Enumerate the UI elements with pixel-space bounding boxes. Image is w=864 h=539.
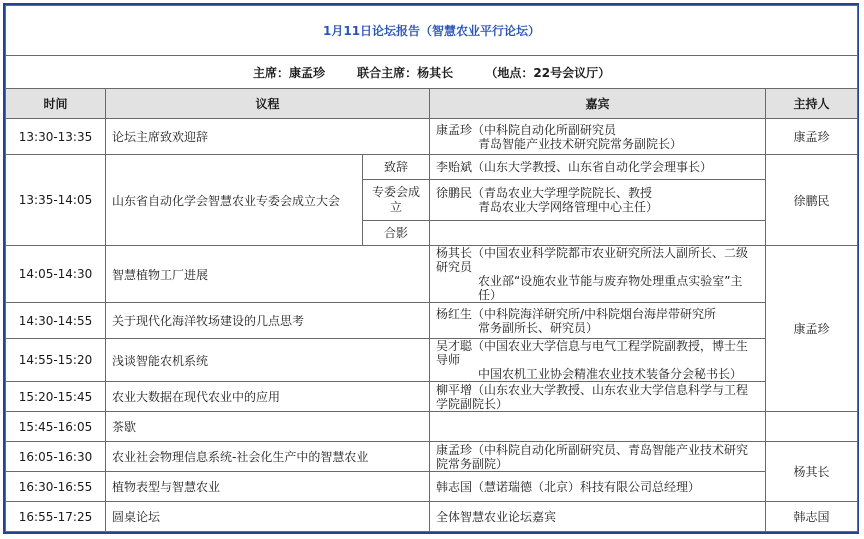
row-guest bbox=[430, 246, 766, 303]
guest-line: 常务副所长、研究员） bbox=[478, 320, 599, 335]
guest-line: 中国农机工业协会精准农业技术装备分会秘书长） bbox=[478, 367, 743, 381]
host-cell: 韩志国 bbox=[766, 502, 858, 532]
table-row bbox=[6, 246, 858, 303]
row-time: 16:05-16:30 bbox=[6, 442, 106, 472]
host-cell: 徐鹏民 bbox=[766, 155, 858, 246]
row-topic: 农业大数据在现代农业中的应用 bbox=[106, 382, 430, 412]
venue-label: （地点：22号会议厅） bbox=[485, 65, 611, 80]
host-cell-empty bbox=[766, 412, 858, 442]
host-cell: 杨其长 bbox=[766, 442, 858, 502]
agenda-table bbox=[5, 5, 858, 532]
row-guest: 柳平增（山东农业大学教授、山东农业大学信息科学与工程学院副院长） bbox=[430, 382, 766, 412]
row-guest bbox=[430, 180, 766, 221]
chair-info bbox=[6, 56, 858, 89]
guest-line: 青岛农业大学网络管理中心主任） bbox=[478, 200, 659, 214]
row-guest: 韩志国（慧诺瑞德（北京）科技有限公司总经理） bbox=[430, 472, 766, 502]
row-topic: 智慧植物工厂进展 bbox=[106, 246, 430, 303]
row-guest bbox=[430, 339, 766, 382]
row-topic: 论坛主席致欢迎辞 bbox=[106, 119, 430, 155]
row-time: 16:30-16:55 bbox=[6, 472, 106, 502]
table-row bbox=[6, 472, 858, 502]
row-topic: 山东省自动化学会智慧农业专委会成立大会 bbox=[106, 155, 363, 246]
row-guest: 全体智慧农业论坛嘉宾 bbox=[430, 502, 766, 532]
row-guest bbox=[430, 412, 766, 442]
guest-line: 康孟珍（中科院自动化所副研究员 bbox=[436, 122, 617, 137]
header-host: 主持人 bbox=[766, 89, 858, 119]
row-time: 14:55-15:20 bbox=[6, 339, 106, 382]
row-guest: 康孟珍（中科院自动化所副研究员、青岛智能产业技术研究院常务副院） bbox=[430, 442, 766, 472]
table-row bbox=[6, 412, 858, 442]
row-time: 13:35-14:05 bbox=[6, 155, 106, 246]
agenda-sheet bbox=[3, 3, 859, 534]
sub-item-label: 致辞 bbox=[363, 155, 430, 180]
table-row bbox=[6, 502, 858, 532]
guest-line: 杨红生（中科院海洋研究所/中科院烟台海岸带研究所 bbox=[436, 306, 717, 321]
row-guest bbox=[430, 221, 766, 246]
table-row bbox=[6, 119, 858, 155]
row-time: 16:55-17:25 bbox=[6, 502, 106, 532]
row-time: 14:05-14:30 bbox=[6, 246, 106, 303]
page-title: 1月11日论坛报告（智慧农业平行论坛） bbox=[6, 6, 858, 56]
table-row bbox=[6, 303, 858, 339]
row-topic: 农业社会物理信息系统-社会化生产中的智慧农业 bbox=[106, 442, 430, 472]
table-row bbox=[6, 382, 858, 412]
row-guest: 李贻斌（山东大学教授、山东省自动化学会理事长） bbox=[430, 155, 766, 180]
guest-line: 农业部“设施农业节能与废弃物处理重点实验室”主任） bbox=[478, 274, 743, 302]
sub-item-label: 合影 bbox=[363, 221, 430, 246]
table-row bbox=[6, 155, 858, 180]
table-row bbox=[6, 442, 858, 472]
chair-label: 主席：康孟珍 bbox=[252, 65, 325, 80]
header-agenda: 议程 bbox=[106, 89, 430, 119]
row-guest bbox=[430, 119, 766, 155]
row-topic: 浅谈智能农机系统 bbox=[106, 339, 430, 382]
header-time: 时间 bbox=[6, 89, 106, 119]
row-topic: 植物表型与智慧农业 bbox=[106, 472, 430, 502]
host-cell: 康孟珍 bbox=[766, 119, 858, 155]
guest-line: 青岛智能产业技术研究院常务副院长） bbox=[478, 136, 683, 151]
guest-line: 吴才聪（中国农业大学信息与电气工程学院副教授，博士生导师 bbox=[436, 339, 749, 367]
row-guest bbox=[430, 303, 766, 339]
row-topic: 圆桌论坛 bbox=[106, 502, 430, 532]
row-time: 15:45-16:05 bbox=[6, 412, 106, 442]
host-cell: 康孟珍 bbox=[766, 246, 858, 412]
row-time: 15:20-15:45 bbox=[6, 382, 106, 412]
row-topic: 关于现代化海洋牧场建设的几点思考 bbox=[106, 303, 430, 339]
cochair-label: 联合主席：杨其长 bbox=[357, 65, 454, 80]
header-guests: 嘉宾 bbox=[430, 89, 766, 119]
guest-line: 杨其长（中国农业科学院都市农业研究所法人副所长、二级研究员 bbox=[436, 246, 749, 274]
row-time: 14:30-14:55 bbox=[6, 303, 106, 339]
guest-line: 徐鹏民（青岛农业大学理学院院长、教授 bbox=[436, 186, 653, 200]
row-time: 13:30-13:35 bbox=[6, 119, 106, 155]
table-row bbox=[6, 339, 858, 382]
row-topic: 茶歇 bbox=[106, 412, 430, 442]
sub-item-label: 专委会成立 bbox=[363, 180, 430, 221]
